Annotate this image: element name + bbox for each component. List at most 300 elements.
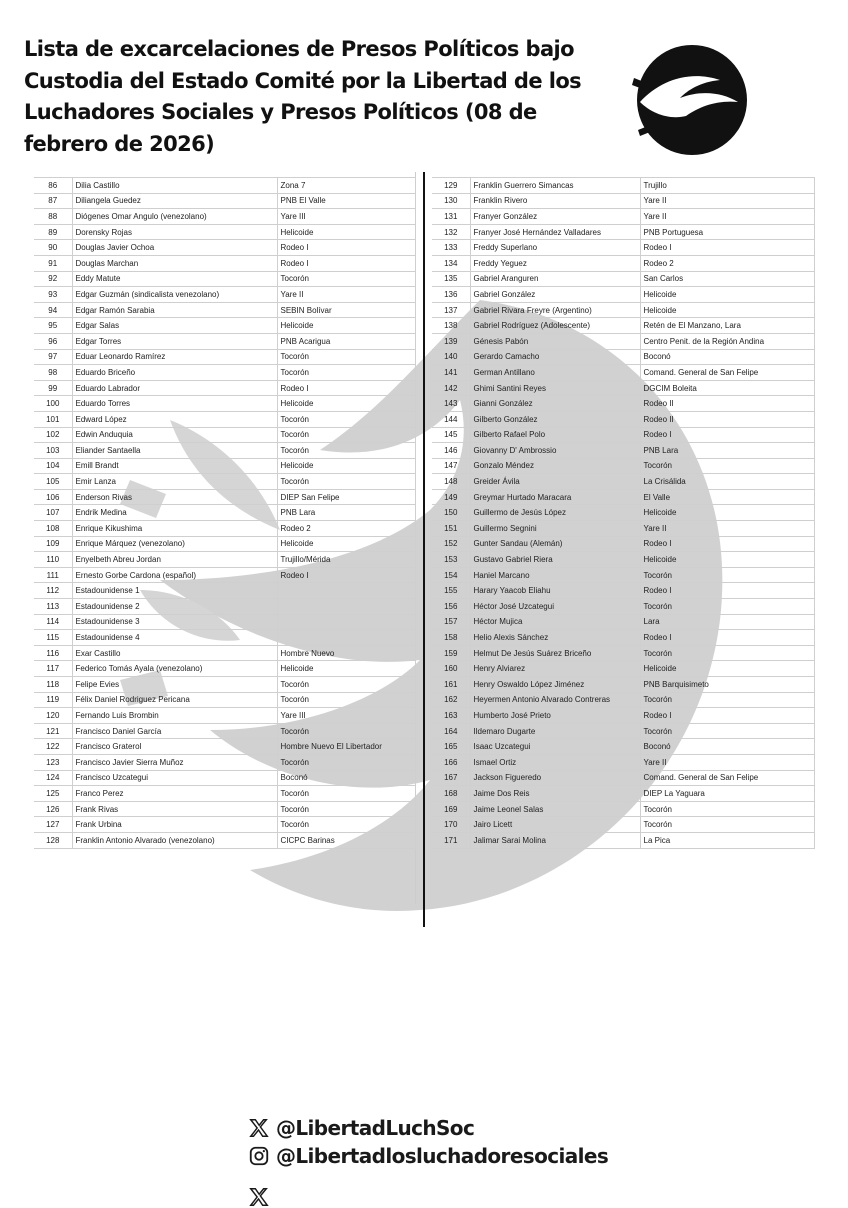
detention-location: Rodeo I: [277, 380, 415, 396]
detention-location: CICPC Barinas: [277, 832, 415, 848]
detention-location: [277, 630, 415, 646]
prisoner-name: Estadounidense 2: [72, 599, 277, 615]
table-row: [432, 209, 814, 225]
table-row: [432, 521, 814, 537]
detention-location: Yare II: [277, 287, 415, 303]
detention-location: Tocorón: [277, 677, 415, 693]
prisoner-name: Jalimar Sarai Molina: [470, 832, 640, 848]
detention-location: Helicoide: [640, 552, 814, 568]
prisoner-name: Francisco Uzcategui: [72, 770, 277, 786]
row-number: 97: [34, 349, 72, 365]
prisoner-name: Gustavo Gabriel Riera: [470, 552, 640, 568]
prisoner-name: German Antillano: [470, 365, 640, 381]
detention-location: Helicoide: [640, 661, 814, 677]
detention-location: Rodeo 2: [277, 521, 415, 537]
prisoner-name: Enrique Kikushima: [72, 521, 277, 537]
table-row: [34, 193, 415, 209]
prisoner-name: Helmut De Jesús Suárez Briceño: [470, 645, 640, 661]
detention-location: Rodeo I: [640, 630, 814, 646]
row-number: 119: [34, 692, 72, 708]
prisoner-name: Helio Alexis Sánchez: [470, 630, 640, 646]
detention-location: Helicoide: [640, 302, 814, 318]
row-number: 151: [432, 521, 470, 537]
table-row: [432, 723, 814, 739]
prisoner-name: Jairo Licett: [470, 817, 640, 833]
row-number: 139: [432, 333, 470, 349]
prisoner-name: Eddy Matute: [72, 271, 277, 287]
prisoner-name: Francisco Javier Sierra Muñoz: [72, 754, 277, 770]
row-number: 91: [34, 255, 72, 271]
detention-location: SEBIN Bolívar: [277, 302, 415, 318]
row-number: 101: [34, 411, 72, 427]
table-row: [34, 427, 415, 443]
row-number: 163: [432, 708, 470, 724]
detention-location: Helicoide: [277, 661, 415, 677]
detention-location: Lara: [640, 614, 814, 630]
prisoner-table-right: [432, 177, 815, 849]
table-row: [34, 318, 415, 334]
detention-location: Rodeo 2: [640, 255, 814, 271]
prisoner-name: Gerardo Camacho: [470, 349, 640, 365]
table-row: [432, 380, 814, 396]
detention-location: Retén de El Manzano, Lara: [640, 318, 814, 334]
detention-location: Tocorón: [277, 443, 415, 459]
detention-location: PNB Lara: [640, 443, 814, 459]
detention-location: Tocorón: [277, 365, 415, 381]
prisoner-name: Eduardo Briceño: [72, 365, 277, 381]
row-number: 116: [34, 645, 72, 661]
x-handle[interactable]: @LibertadLuchSoc: [276, 1116, 475, 1140]
detention-location: Rodeo I: [640, 240, 814, 256]
center-divider: [423, 172, 425, 927]
prisoner-name: Henry Alviarez: [470, 661, 640, 677]
table-row: [34, 365, 415, 381]
table-row: [432, 271, 814, 287]
row-number: 98: [34, 365, 72, 381]
table-row: [34, 240, 415, 256]
table-row: [34, 692, 415, 708]
row-number: 118: [34, 677, 72, 693]
table-row: [34, 209, 415, 225]
prisoner-name: Edgar Torres: [72, 333, 277, 349]
prisoner-name: Franklin Antonio Alvarado (venezolano): [72, 832, 277, 848]
row-number: 150: [432, 505, 470, 521]
row-number: 95: [34, 318, 72, 334]
row-number: 165: [432, 739, 470, 755]
prisoner-name: Edgar Ramón Sarabia: [72, 302, 277, 318]
detention-location: Yare III: [277, 708, 415, 724]
instagram-icon: [248, 1145, 270, 1167]
row-number: 167: [432, 770, 470, 786]
row-number: 169: [432, 801, 470, 817]
table-row: [432, 801, 814, 817]
detention-location: Rodeo I: [277, 240, 415, 256]
row-number: 112: [34, 583, 72, 599]
table-row: [432, 552, 814, 568]
detention-location: Hombre Nuevo El Libertador: [277, 739, 415, 755]
prisoner-name: Greymar Hurtado Maracara: [470, 489, 640, 505]
table-row: [432, 786, 814, 802]
detention-location: Tocorón: [277, 411, 415, 427]
row-number: 135: [432, 271, 470, 287]
detention-location: Trujillo/Mérida: [277, 552, 415, 568]
table-row: [34, 411, 415, 427]
row-number: 117: [34, 661, 72, 677]
prisoner-name: Exar Castillo: [72, 645, 277, 661]
x-handle-row-cut: [248, 1186, 270, 1208]
table-row: [432, 708, 814, 724]
detention-location: DIEP San Felipe: [277, 489, 415, 505]
row-number: 145: [432, 427, 470, 443]
detention-location: Tocorón: [277, 754, 415, 770]
table-row: [432, 349, 814, 365]
detention-location: PNB Lara: [277, 505, 415, 521]
table-row: [432, 255, 814, 271]
detention-location: Helicoide: [277, 458, 415, 474]
prisoner-name: Franco Perez: [72, 786, 277, 802]
row-number: 134: [432, 255, 470, 271]
prisoner-name: Isaac Uzcategui: [470, 739, 640, 755]
row-number: 156: [432, 599, 470, 615]
instagram-handle-row[interactable]: [248, 1144, 608, 1168]
prisoner-name: Edwin Anduquia: [72, 427, 277, 443]
prisoner-name: Frank Rivas: [72, 801, 277, 817]
row-number: 99: [34, 380, 72, 396]
prisoner-name: Edgar Salas: [72, 318, 277, 334]
table-row: [34, 443, 415, 459]
detention-location: Tocorón: [277, 474, 415, 490]
dove-logo-icon: [630, 40, 750, 158]
prisoner-name: Enderson Rivas: [72, 489, 277, 505]
prisoner-name: Heyermen Antonio Alvarado Contreras: [470, 692, 640, 708]
row-number: 94: [34, 302, 72, 318]
table-row: [432, 178, 814, 194]
row-number: 114: [34, 614, 72, 630]
table-row: [34, 224, 415, 240]
prisoner-name: Franklin Rivero: [470, 193, 640, 209]
prisoner-name: Greider Ávila: [470, 474, 640, 490]
detention-location: Tocorón: [277, 723, 415, 739]
detention-location: Boconó: [277, 770, 415, 786]
table-row: [432, 692, 814, 708]
prisoner-name: Federico Tomás Ayala (venezolano): [72, 661, 277, 677]
detention-location: Tocorón: [640, 817, 814, 833]
table-row: [432, 302, 814, 318]
table-row: [34, 708, 415, 724]
prisoner-name: Gilberto González: [470, 411, 640, 427]
table-row: [432, 411, 814, 427]
table-row: [432, 614, 814, 630]
prisoner-name: Gonzalo Méndez: [470, 458, 640, 474]
detention-location: Centro Penit. de la Región Andina: [640, 333, 814, 349]
prisoner-name: Ismael Ortiz: [470, 754, 640, 770]
detention-location: Boconó: [640, 349, 814, 365]
prisoner-name: Guillermo de Jesús López: [470, 505, 640, 521]
table-row: [34, 630, 415, 646]
row-number: 154: [432, 567, 470, 583]
prisoner-name: Edward López: [72, 411, 277, 427]
row-number: 128: [34, 832, 72, 848]
prisoner-name: Franyer González: [470, 209, 640, 225]
prisoner-name: Emir Lanza: [72, 474, 277, 490]
prisoner-name: Douglas Marchan: [72, 255, 277, 271]
detention-location: Helicoide: [277, 318, 415, 334]
table-row: [432, 583, 814, 599]
table-row: [432, 193, 814, 209]
detention-location: Yare II: [640, 209, 814, 225]
row-number: 132: [432, 224, 470, 240]
row-number: 131: [432, 209, 470, 225]
table-row: [34, 817, 415, 833]
row-number: 125: [34, 786, 72, 802]
table-row: [432, 474, 814, 490]
row-number: 102: [34, 427, 72, 443]
prisoner-name: Giovanny D' Ambrossio: [470, 443, 640, 459]
row-number: 88: [34, 209, 72, 225]
row-number: 158: [432, 630, 470, 646]
row-number: 109: [34, 536, 72, 552]
row-number: 90: [34, 240, 72, 256]
detention-location: Zona 7: [277, 178, 415, 194]
table-row: [34, 271, 415, 287]
page-title: Lista de excarcelaciones de Presos Políticos bajo Custodia del Estado Comité por la Libertad de los Luchadores Sociales y Presos Políticos (08 de febrero de 2026): [24, 37, 582, 156]
x-handle-row[interactable]: [248, 1116, 474, 1140]
prisoner-name: Felipe Evies: [72, 677, 277, 693]
prisoner-name: Diliangela Guedez: [72, 193, 277, 209]
detention-location: Hombre Nuevo: [277, 645, 415, 661]
prisoner-name: Gabriel González: [470, 287, 640, 303]
x-logo-icon: [248, 1117, 270, 1139]
detention-location: La Crisálida: [640, 474, 814, 490]
table-row: [432, 754, 814, 770]
table-row: [432, 318, 814, 334]
table-row: [34, 583, 415, 599]
prisoner-name: Enyelbeth Abreu Jordan: [72, 552, 277, 568]
table-row: [432, 817, 814, 833]
row-number: 166: [432, 754, 470, 770]
table-row: [432, 630, 814, 646]
detention-location: Tocorón: [277, 349, 415, 365]
table-row: [34, 536, 415, 552]
detention-location: [277, 614, 415, 630]
row-number: 106: [34, 489, 72, 505]
instagram-handle[interactable]: @Libertadlosluchadoresociales: [276, 1144, 609, 1168]
table-row: [432, 599, 814, 615]
detention-location: DIEP La Yaguara: [640, 786, 814, 802]
table-row: [34, 754, 415, 770]
prisoner-name: Fernando Luis Brombin: [72, 708, 277, 724]
prisoner-name: Jackson Figueredo: [470, 770, 640, 786]
table-row: [432, 443, 814, 459]
detention-location: Yare II: [640, 754, 814, 770]
row-number: 129: [432, 178, 470, 194]
table-row: [34, 505, 415, 521]
prisoner-name: Félix Daniel Rodriguez Pericana: [72, 692, 277, 708]
prisoner-name: Gabriel Aranguren: [470, 271, 640, 287]
detention-location: Yare III: [277, 209, 415, 225]
table-row: [34, 302, 415, 318]
row-number: 122: [34, 739, 72, 755]
prisoner-name: Gabriel Rivara Freyre (Argentino): [470, 302, 640, 318]
detention-location: El Valle: [640, 489, 814, 505]
detention-location: Helicoide: [277, 396, 415, 412]
table-row: [34, 380, 415, 396]
prisoner-name: Dorensky Rojas: [72, 224, 277, 240]
table-row: [34, 552, 415, 568]
detention-location: Rodeo I: [640, 708, 814, 724]
table-row: [34, 614, 415, 630]
table-row: [432, 832, 814, 848]
row-number: 87: [34, 193, 72, 209]
prisoner-name: Diógenes Omar Angulo (venezolano): [72, 209, 277, 225]
table-row: [34, 786, 415, 802]
row-number: 107: [34, 505, 72, 521]
prisoner-name: Henry Oswaldo López Jiménez: [470, 677, 640, 693]
table-row: [432, 645, 814, 661]
row-number: 146: [432, 443, 470, 459]
prisoner-name: Enrique Márquez (venezolano): [72, 536, 277, 552]
table-row: [34, 333, 415, 349]
row-number: 136: [432, 287, 470, 303]
detention-location: Yare II: [640, 521, 814, 537]
detention-location: Rodeo I: [277, 255, 415, 271]
row-number: 93: [34, 287, 72, 303]
prisoner-name: Héctor José Uzcategui: [470, 599, 640, 615]
prisoner-name: Eduardo Labrador: [72, 380, 277, 396]
prisoner-name: Ghimi Santini Reyes: [470, 380, 640, 396]
row-number: 96: [34, 333, 72, 349]
table-row: [34, 489, 415, 505]
detention-location: Tocorón: [640, 599, 814, 615]
row-number: 115: [34, 630, 72, 646]
table-row: [432, 567, 814, 583]
row-number: 147: [432, 458, 470, 474]
prisoner-name: Harary Yaacob Eliahu: [470, 583, 640, 599]
table-row: [34, 645, 415, 661]
prisoner-table-left: [34, 177, 416, 849]
prisoner-name: Ernesto Gorbe Cardona (español): [72, 567, 277, 583]
detention-location: Tocorón: [640, 801, 814, 817]
prisoner-name: Estadounidense 3: [72, 614, 277, 630]
detention-location: Tocorón: [277, 817, 415, 833]
detention-location: [277, 583, 415, 599]
row-number: 143: [432, 396, 470, 412]
row-number: 124: [34, 770, 72, 786]
table-row: [34, 287, 415, 303]
prisoner-name: Gilberto Rafael Polo: [470, 427, 640, 443]
x-logo-icon: [248, 1186, 270, 1208]
table-row: [432, 287, 814, 303]
detention-location: Yare II: [640, 193, 814, 209]
detention-location: Tocorón: [640, 567, 814, 583]
table-row: [432, 677, 814, 693]
prisoner-name: Franklin Guerrero Simancas: [470, 178, 640, 194]
row-number: 123: [34, 754, 72, 770]
detention-location: Trujillo: [640, 178, 814, 194]
table-row: [34, 255, 415, 271]
detention-location: Helicoide: [277, 224, 415, 240]
table-row: [34, 178, 415, 194]
detention-location: Tocorón: [277, 427, 415, 443]
table-row: [432, 427, 814, 443]
detention-location: La Pica: [640, 832, 814, 848]
table-row: [34, 567, 415, 583]
table-row: [432, 536, 814, 552]
table-row: [432, 739, 814, 755]
prisoner-name: Francisco Graterol: [72, 739, 277, 755]
prisoner-name: Gianni González: [470, 396, 640, 412]
row-number: 89: [34, 224, 72, 240]
detention-location: Boconó: [640, 739, 814, 755]
table-row: [432, 240, 814, 256]
detention-location: PNB Portuguesa: [640, 224, 814, 240]
detention-location: Comand. General de San Felipe: [640, 365, 814, 381]
detention-location: Tocorón: [640, 692, 814, 708]
prisoner-name: Edgar Guzmán (sindicalista venezolano): [72, 287, 277, 303]
table-row: [34, 801, 415, 817]
prisoner-name: Ildemaro Dugarte: [470, 723, 640, 739]
row-number: 108: [34, 521, 72, 537]
row-number: 149: [432, 489, 470, 505]
prisoner-name: Humberto José Prieto: [470, 708, 640, 724]
row-number: 142: [432, 380, 470, 396]
table-row: [34, 474, 415, 490]
prisoner-name: Estadounidense 4: [72, 630, 277, 646]
row-number: 104: [34, 458, 72, 474]
prisoner-name: Franyer José Hernández Valladares: [470, 224, 640, 240]
detention-location: Tocorón: [640, 645, 814, 661]
prisoner-name: Jaime Leonel Salas: [470, 801, 640, 817]
row-number: 130: [432, 193, 470, 209]
row-number: 110: [34, 552, 72, 568]
row-number: 141: [432, 365, 470, 381]
detention-location: Rodeo II: [640, 396, 814, 412]
row-number: 92: [34, 271, 72, 287]
prisoner-name: Guillermo Segnini: [470, 521, 640, 537]
row-number: 86: [34, 178, 72, 194]
prisoner-name: Freddy Superlano: [470, 240, 640, 256]
row-number: 148: [432, 474, 470, 490]
row-number: 113: [34, 599, 72, 615]
row-number: 126: [34, 801, 72, 817]
detention-location: Tocorón: [640, 723, 814, 739]
detention-location: Tocorón: [277, 271, 415, 287]
prisoner-name: Jaime Dos Reis: [470, 786, 640, 802]
row-number: 105: [34, 474, 72, 490]
row-number: 161: [432, 677, 470, 693]
detention-location: Tocorón: [640, 458, 814, 474]
table-row: [34, 521, 415, 537]
prisoner-name: Endrik Medina: [72, 505, 277, 521]
prisoner-name: Génesis Pabón: [470, 333, 640, 349]
row-number: 152: [432, 536, 470, 552]
prisoner-name: Dilia Castillo: [72, 178, 277, 194]
row-number: 168: [432, 786, 470, 802]
table-row: [34, 599, 415, 615]
table-row: [432, 333, 814, 349]
row-number: 121: [34, 723, 72, 739]
row-number: 170: [432, 817, 470, 833]
prisoner-name: Francisco Daniel García: [72, 723, 277, 739]
row-number: 159: [432, 645, 470, 661]
prisoner-name: Gunter Sandau (Alemán): [470, 536, 640, 552]
table-row: [34, 661, 415, 677]
detention-location: Helicoide: [640, 287, 814, 303]
detention-location: Tocorón: [277, 786, 415, 802]
detention-location: PNB El Valle: [277, 193, 415, 209]
table-row: [432, 458, 814, 474]
detention-location: Tocorón: [277, 692, 415, 708]
